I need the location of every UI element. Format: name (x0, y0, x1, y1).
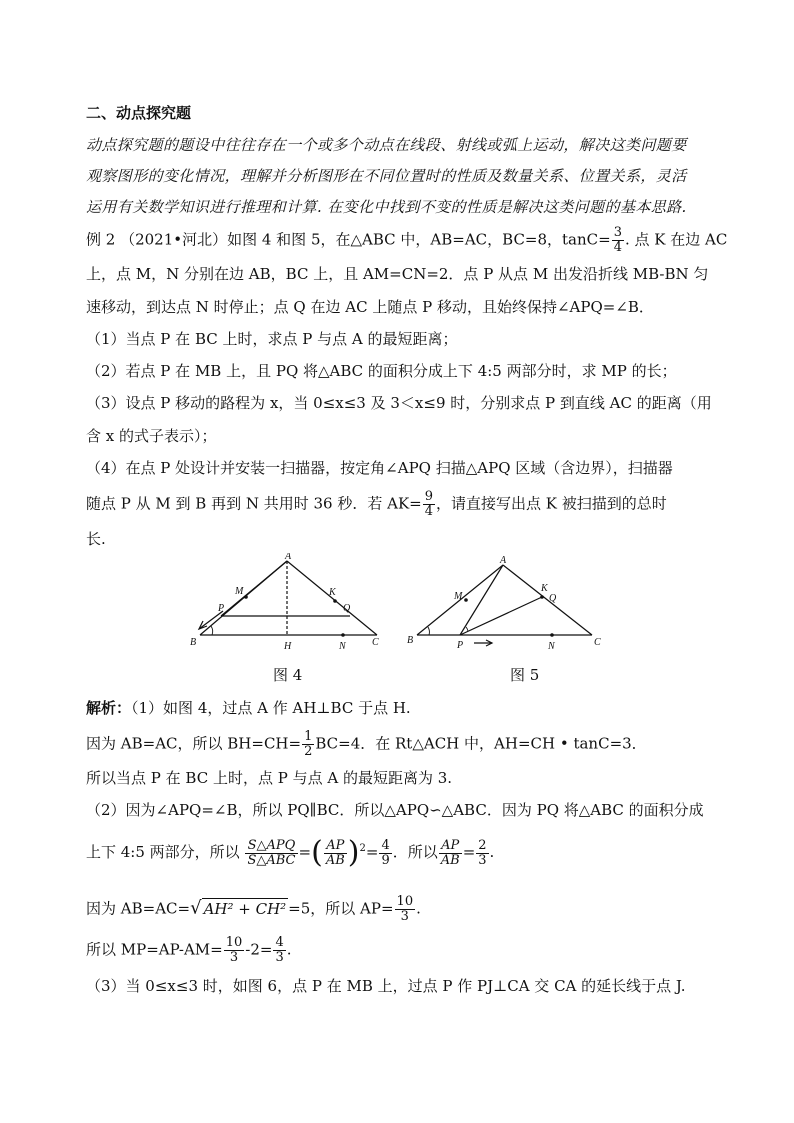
solution-line-7 (86, 936, 716, 965)
example-line-3: 速移动，到达点 N 时停止；点 Q 在边 AC 上随点 P 移动，且始终保持∠APQ=∠B． (86, 298, 654, 316)
fig5-point-m (464, 598, 468, 602)
solution-text: -2= (245, 940, 273, 959)
solution-text: . (489, 843, 495, 861)
solution-text: 因为 AB=AC，所以 BH=CH= (86, 734, 302, 753)
solution-text: . (286, 940, 292, 959)
fraction-den: 3 (229, 950, 239, 965)
solution-text: 上下 4:5 两部分，所以 (86, 843, 240, 861)
fraction-den: 3 (400, 909, 409, 924)
fig5-label-m: M (454, 591, 463, 602)
solution-text: BC=4．在 Rt△ACH 中，AH=CH • tanC=3． (315, 734, 647, 753)
example-text: . 点 K 在边 AC (625, 230, 728, 249)
fraction-den: 2 (304, 744, 313, 759)
fraction (302, 730, 314, 759)
fraction (476, 839, 488, 868)
question-4-a: （4）在点 P 处设计并安装一扫描器，按定角∠APQ 扫描△APQ 区域（含边界），扫描器 (86, 459, 673, 477)
question-text: 随点 P 从 M 到 B 再到 N 共用时 36 秒．若 AK= (86, 494, 422, 513)
solution-text: 因为 AB=AC= (86, 899, 191, 918)
question-text: ，请直接写出点 K 被扫描到的总时 (436, 494, 667, 513)
fraction (245, 839, 297, 868)
fraction-num: 1 (304, 729, 313, 744)
fig4-label-q: Q (343, 603, 351, 614)
solution-text: 所以 MP=AP-AM= (86, 940, 223, 959)
solution-text: =5，所以 AP= (288, 899, 394, 918)
fraction (612, 226, 624, 255)
equals: = (365, 843, 379, 861)
example-line-2: 上，点 M，N 分别在边 AB，BC 上，且 AM=CN=2．点 P 从点 M 出发沿折线 MB-BN 匀 (86, 265, 709, 283)
fig5-point-n (550, 633, 554, 637)
fig4-point-n (341, 633, 345, 637)
fig4-label-p: P (218, 603, 225, 614)
figure-4-caption: 图 4 (273, 666, 303, 684)
fig5-label-n: N (548, 641, 555, 652)
fraction (324, 839, 347, 868)
fig4-label-b: B (190, 637, 197, 648)
question-3-b: 含 x 的式子表示）； (86, 427, 217, 445)
question-3-a: （3）设点 P 移动的路程为 x，当 0≤x≤3 及 3＜x≤9 时，分别求点 P 到直线 AC 的距离（用 (86, 394, 712, 412)
fig4-point-k (333, 599, 337, 603)
fraction-num: S△APQ (245, 839, 297, 854)
fraction-num: 3 (613, 225, 622, 240)
fraction-den: 4 (424, 504, 434, 519)
paren-close: ) (347, 835, 360, 870)
fig4-label-c: C (372, 637, 379, 648)
fraction-den: 3 (478, 852, 487, 868)
fig5-angle-p-arc (466, 627, 468, 631)
fraction-num: AP (439, 839, 462, 854)
question-4-b (86, 490, 716, 519)
fig4-point-m (244, 595, 248, 599)
fig4-ap-line (221, 561, 287, 616)
fraction-den: 4 (613, 240, 622, 255)
superscript: 2 (359, 843, 366, 854)
sqrt-icon: √ (190, 897, 202, 919)
fig5-arrow (474, 640, 492, 646)
fig4-label-k: K (329, 587, 336, 598)
example-line-1 (86, 225, 728, 255)
question-2: （2）若点 P 在 MB 上，且 PQ 将△ABC 的面积分成上下 4:5 两部分时，求 MP 的长； (86, 362, 677, 380)
solution-text: （1）如图 4，过点 A 作 AH⊥BC 于点 H. (131, 699, 411, 717)
equals: = (462, 843, 476, 861)
solution-line-3: 所以当点 P 在 BC 上时，点 P 与点 A 的最短距离为 3. (86, 769, 453, 787)
question-1: （1）当点 P 在 BC 上时，求点 P 与点 A 的最短距离； (86, 330, 458, 348)
example-text: 例 2 （2021•河北）如图 4 和图 5，在△ABC 中，AB=AC，BC=8，tanC= (86, 230, 611, 249)
fraction (379, 839, 391, 868)
fig5-triangle (417, 565, 592, 635)
fraction-den: AB (440, 852, 460, 868)
fraction (273, 936, 285, 965)
fraction (395, 895, 416, 924)
fig5-label-a: A (500, 555, 507, 566)
solution-text: . (416, 899, 421, 918)
fig5-point-k (540, 595, 544, 599)
fig4-label-m: M (235, 586, 244, 597)
fraction-num: 4 (381, 837, 390, 853)
solution-line-1 (86, 698, 716, 718)
fig5-label-p: P (457, 640, 464, 651)
fraction-num: 10 (396, 894, 414, 909)
question-4-c: 长. (86, 530, 106, 548)
figure-5 (400, 555, 610, 655)
solution-line-8: （3）当 0≤x≤3 时，如图 6，点 P 在 MB 上，过点 P 作 PJ⊥CA 交 CA 的延长线于点 J. (86, 977, 686, 995)
equals: = (298, 843, 312, 861)
fig4-triangle (200, 561, 377, 635)
fraction-num: 9 (424, 489, 434, 504)
fig5-label-c: C (594, 637, 601, 648)
fraction-num: 10 (225, 935, 243, 950)
fig5-label-k: K (541, 583, 548, 594)
section-title: 二、动点探究题 (86, 104, 192, 122)
sqrt-radicand: AH² + CH² (203, 899, 287, 918)
solution-text: ．所以 (392, 843, 438, 861)
paren-open: ( (311, 835, 323, 870)
fraction-num: AP (324, 839, 347, 854)
fraction-num: 4 (275, 935, 284, 950)
fraction-num: 2 (478, 837, 487, 853)
fig4-label-n: N (339, 641, 346, 652)
fraction-den: 3 (275, 950, 284, 965)
figure-5-caption: 图 5 (510, 666, 540, 684)
intro-line-2: 观察图形的变化情况，理解并分析图形在不同位置时的性质及数量关系、位置关系，灵活 (86, 167, 687, 185)
fraction (439, 839, 462, 868)
fig4-angle-arc (211, 626, 213, 635)
solution-line-2 (86, 730, 716, 759)
solution-line-6 (86, 895, 716, 924)
fraction-den: 9 (381, 852, 390, 868)
intro-line-1: 动点探究题的题设中往往存在一个或多个动点在线段、射线或弧上运动，解决这类问题要 (86, 136, 687, 154)
fig5-label-b: B (407, 635, 414, 646)
solution-line-4: （2）因为∠APQ=∠B，所以 PQ∥BC．所以△APQ∽△ABC．因为 PQ 将△ABC 的面积分成 (86, 801, 704, 819)
solution-line-5 (86, 835, 716, 870)
fraction-den: S△ABC (247, 852, 296, 868)
intro-line-3: 运用有关数学知识进行推理和计算. 在变化中找到不变的性质是解决这类问题的基本思路. (86, 198, 687, 216)
fraction-den: AB (325, 852, 345, 868)
fig4-label-h: H (284, 641, 292, 652)
fig5-label-q: Q (549, 593, 557, 604)
fig4-label-a: A (285, 553, 292, 562)
solution-head: 解析： (86, 699, 132, 717)
fraction (224, 936, 245, 965)
figure-4 (185, 553, 390, 653)
fig5-angle-b-arc (428, 627, 429, 635)
fraction (423, 490, 435, 519)
